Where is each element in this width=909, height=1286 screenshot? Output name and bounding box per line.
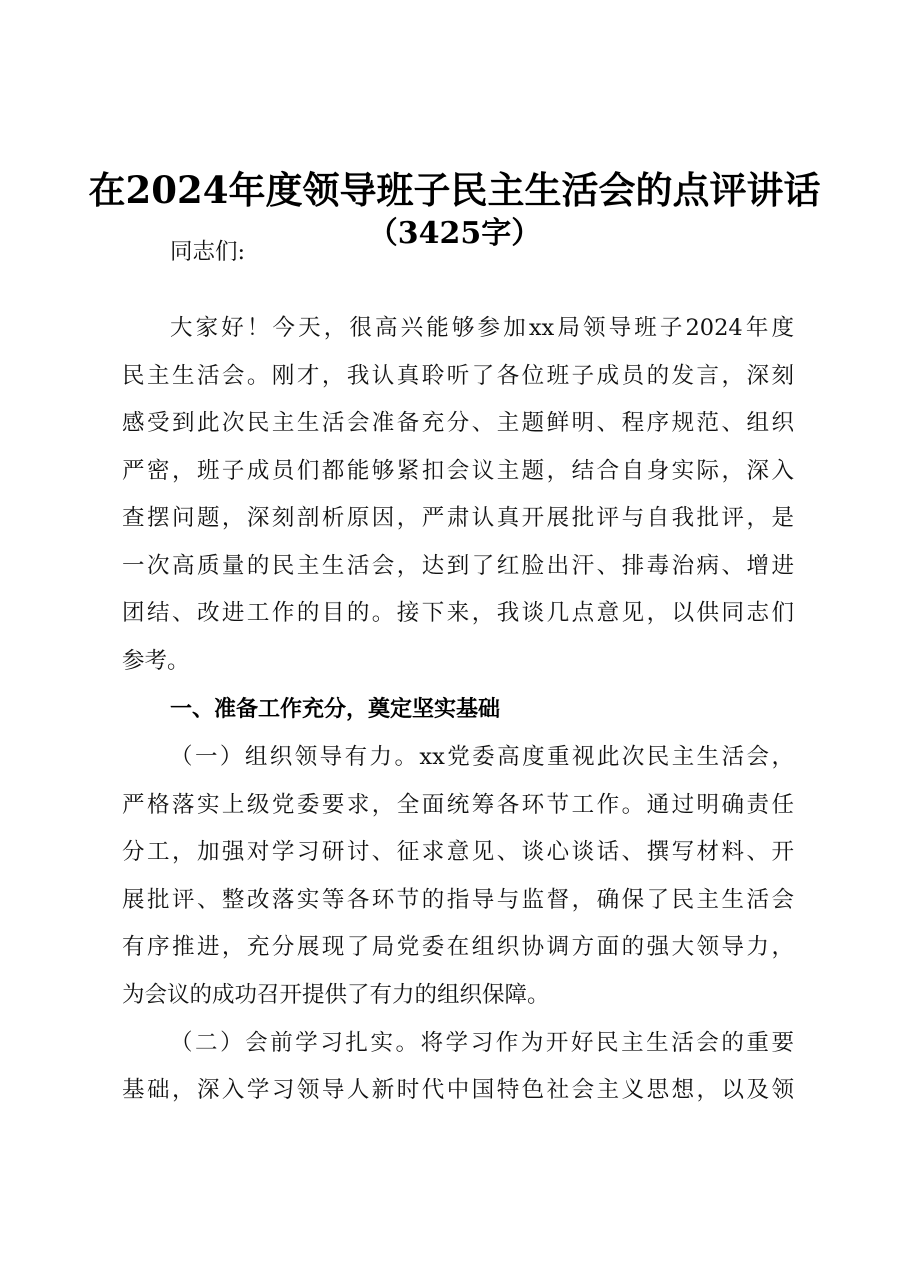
paragraph-line: 为会议的成功召开提供了有力的组织保障。 [122,982,550,1008]
paragraph-line: 严格落实上级党委要求，全面统筹各环节工作。通过明确责任 [122,792,794,818]
paragraph-line: 团结、改进工作的目的。接下来，我谈几点意见，以供同志们 [122,600,794,626]
paragraph-line: 一次高质量的民主生活会，达到了红脸出汗、排毒治病、增进 [122,553,794,579]
paragraph-line: 民主生活会。刚才，我认真聆听了各位班子成员的发言，深刻 [122,363,794,389]
paragraph-line: 大家好！今天，很高兴能够参加xx局领导班子2024年度 [170,315,794,341]
paragraph-line: （一）组织领导有力。xx党委高度重视此次民主生活会， [170,744,794,770]
paragraph-line: 基础，深入学习领导人新时代中国特色社会主义思想，以及领 [122,1077,794,1103]
paragraph-line: 分工，加强对学习研讨、征求意见、谈心谈话、撰写材料、开 [122,839,794,865]
document-title: 在2024年度领导班子民主生活会的点评讲话 [88,168,821,212]
salutation: 同志们: [170,239,246,265]
paragraph-line: 展批评、整改落实等各环节的指导与监督，确保了民主生活会 [122,887,794,913]
paragraph-line: 有序推进，充分展现了局党委在组织协调方面的强大领导力， [122,934,794,960]
paragraph-line: 感受到此次民主生活会准备充分、主题鲜明、程序规范、组织 [122,410,794,436]
paragraph-line: 严密，班子成员们都能够紧扣会议主题，结合自身实际，深入 [122,458,794,484]
document-title-word-count: （3425字） [367,216,542,251]
paragraph-line: 参考。 [122,648,190,674]
paragraph-line: 查摆问题，深刻剖析原因，严肃认真开展批评与自我批评，是 [122,505,794,531]
paragraph-line: （二）会前学习扎实。将学习作为开好民主生活会的重要 [170,1030,794,1056]
section-heading: 一、准备工作充分，奠定坚实基础 [170,697,501,722]
